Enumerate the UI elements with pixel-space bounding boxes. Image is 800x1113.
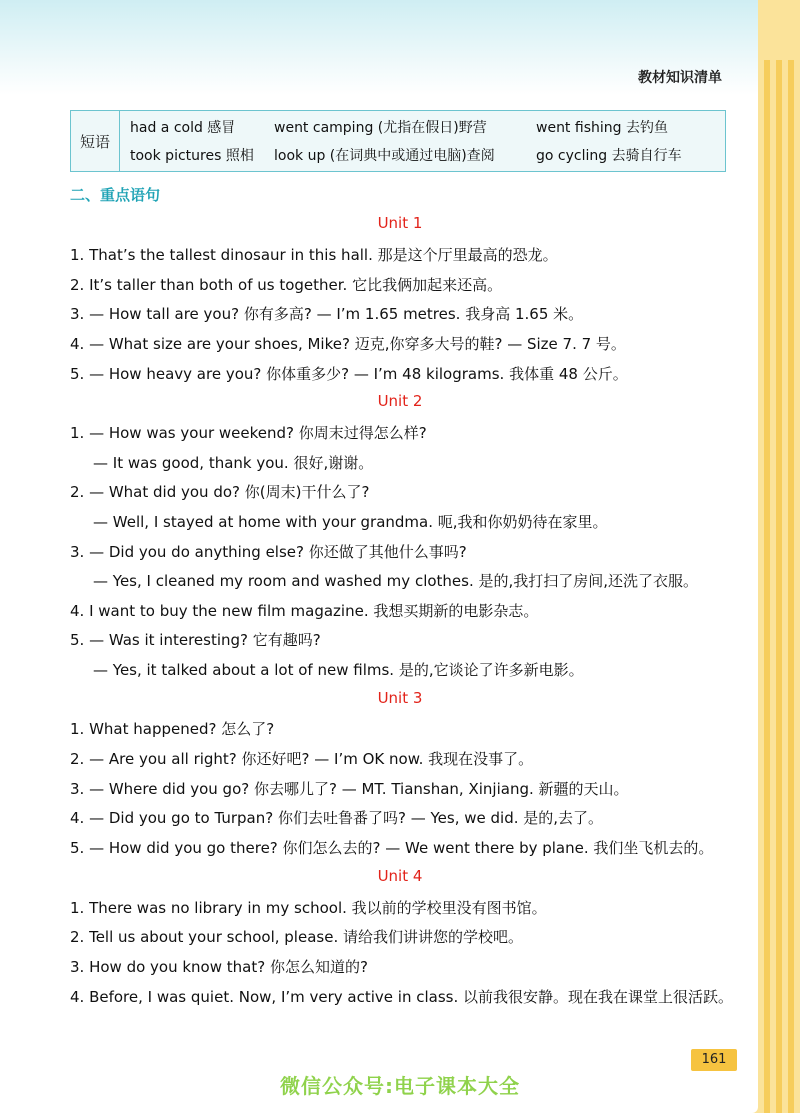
sentence-line: 3. How do you know that? 你怎么知道的? [70,958,368,976]
sentence-line: 2. — What did you do? 你(周末)干什么了? [70,483,370,501]
sentence-line: 3. — How tall are you? 你有多高? — I’m 1.65 metres. 我身高 1.65 米。 [70,305,584,323]
header-title: 教材知识清单 [638,70,722,86]
phrases-label: 短语 [71,111,120,172]
sentence-line: 5. — How heavy are you? 你体重多少? — I’m 48 kilograms. 我体重 48 公斤。 [70,365,628,383]
sentence-line: — Well, I stayed at home with your grandma. 呃,我和你奶奶待在家里。 [93,513,608,531]
phrase-item: went fishing 去钓鱼 [536,120,668,136]
sentence-line: 2. It’s taller than both of us together. 它比我俩加起来还高。 [70,276,503,294]
sentence-line: — Yes, it talked about a lot of new films. 是的,它谈论了许多新电影。 [93,661,584,679]
sentence-line: 5. — Was it interesting? 它有趣吗? [70,631,321,649]
sentence-line: 1. What happened? 怎么了? [70,720,275,738]
phrase-row [130,113,725,141]
sentence-line: 2. Tell us about your school, please. 请给我们讲讲您的学校吧。 [70,928,523,946]
sentence-line: 1. — How was your weekend? 你周末过得怎么样? [70,424,427,442]
phrases-table [70,110,726,172]
sentence-line: 4. I want to buy the new film magazine. 我想买期新的电影杂志。 [70,602,539,620]
phrase-item: had a cold 感冒 [130,120,236,136]
unit-title: Unit 4 [377,867,423,885]
phrase-row [130,141,725,169]
phrase-item: go cycling 去骑自行车 [536,148,682,164]
sentence-line: 1. That’s the tallest dinosaur in this hall. 那是这个厅里最高的恐龙。 [70,246,558,264]
sentence-line: 4. — Did you go to Turpan? 你们去吐鲁番了吗? — Yes, we did. 是的,去了。 [70,809,604,827]
sentence-line: 4. — What size are your shoes, Mike? 迈克,你穿多大号的鞋? — Size 7. 7 号。 [70,335,626,353]
phrase-item: look up (在词典中或通过电脑)查阅 [274,148,495,164]
unit-title: Unit 2 [377,392,423,410]
unit-title: Unit 3 [377,689,423,707]
watermark-footer: 微信公众号:电子课本大全 [280,1074,520,1098]
sentence-line: — It was good, thank you. 很好,谢谢。 [93,454,374,472]
phrase-item: went camping (尤指在假日)野营 [274,120,487,136]
phrase-item: took pictures 照相 [130,148,254,164]
section-title: 二、重点语句 [70,186,161,204]
sentence-line: 2. — Are you all right? 你还好吧? — I’m OK now. 我现在没事了。 [70,750,534,768]
sentence-line: 5. — How did you go there? 你们怎么去的? — We went there by plane. 我们坐飞机去的。 [70,839,714,857]
page-number: 161 [691,1049,737,1071]
phrases-items [120,111,726,172]
sentence-line: 3. — Where did you go? 你去哪儿了? — MT. Tianshan, Xinjiang. 新疆的天山。 [70,780,629,798]
sentence-line: 4. Before, I was quiet. Now, I’m very active in class. 以前我很安静。现在我在课堂上很活跃。 [70,988,734,1006]
sentence-line: 3. — Did you do anything else? 你还做了其他什么事吗? [70,543,467,561]
sentence-line: 1. There was no library in my school. 我以前的学校里没有图书馆。 [70,899,547,917]
sentence-line: — Yes, I cleaned my room and washed my clothes. 是的,我打扫了房间,还洗了衣服。 [93,572,699,590]
unit-title: Unit 1 [377,214,423,232]
